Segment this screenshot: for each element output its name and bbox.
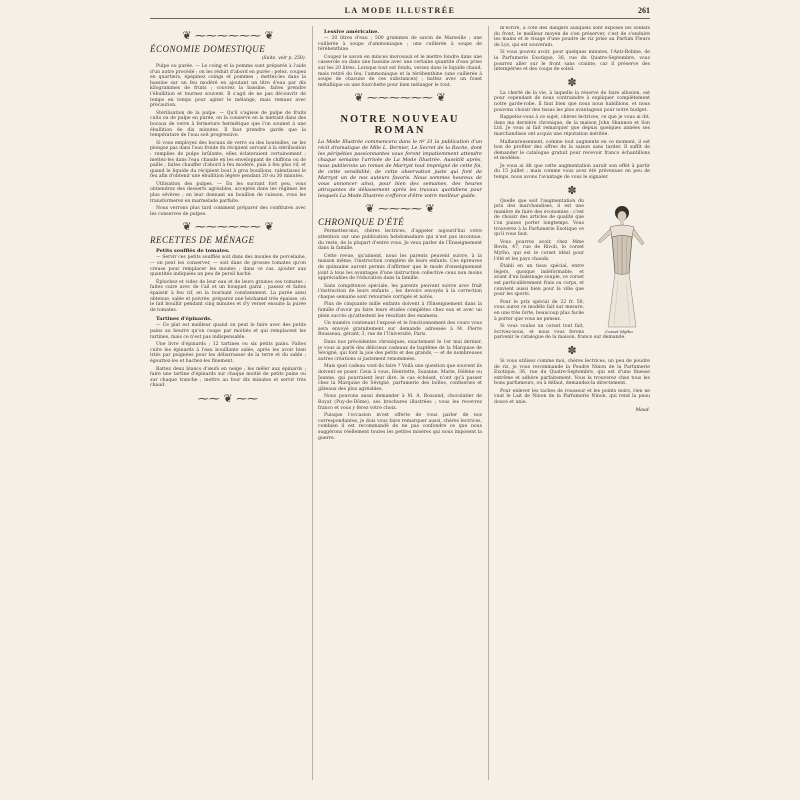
magazine-title: LA MODE ILLUSTRÉE bbox=[344, 6, 456, 15]
paragraph: Nous verrons plus tard comment préparer des confitures avec les conserves de pulpes. bbox=[150, 206, 306, 217]
recipe-title: Tartines d'épinards. bbox=[156, 316, 212, 323]
paragraph: Coupez le savon en minces morceaux et le mettre fondre dans une casserole ou dans une bassine avec une certaine quantité d'eau prise sur les 20 litres. Lorsque tout est fondu, versez dans le liquide chaud, mais retiré du feu, l'ammoniaque et la térébenthine (une cuillerée à soupe de chacune de ces substances) ; battez avec un fouet métallique ou une fourchette pour bien mélanger le tout. bbox=[318, 54, 482, 88]
paragraph: Si vous pouvez avoir, pour quelques minutes, l'Anti-Bobine, de la Parfumerie Exotique, 36, rue du Quatre-Septembre, vous pourrez aller sur le front sans crainte, car il préserve des intempéries et des coups de soleil. bbox=[494, 50, 650, 73]
paragraph: Cette revue, qu'aiment, nous les parents peuvent suivre, à la maison même, l'instruction complète de leurs enfants. Ces épreuves de quinzaine auront permis d'affirmer que le mode d'enseignement joint à tous les avantages d'une instruction collective ceux non moins appréciables de l'éducation dans la famille. bbox=[318, 253, 482, 282]
paragraph: — Ce plat est meilleur quand on peut le faire avec des petits pains au beurre qu'on coupe par moitiés et qui remplacent les tartines, mais ce n'est pas indispensable. bbox=[150, 323, 306, 340]
lead-paragraph: La Mode Illustrée commencera dans le nº 31 la publication d'un récit dramatique de Mlle L. Bernier, Le Secret de la Roche, dont les péripéties passionnantes vous feront impatiemment attendre chaque semaine l'arrivée de La Mode Illustrée. Aussitôt après, nous publierons un roman de Marryst tout imprégné de cette foi, de cette sensibilité, de cette observation juste qui font de Marryst un de nos auteurs favoris. Nous sommes heureux de vous annoncer ainsi, pour bien des semaines, des heures attrayantes de délassement après les travaux quotidiens pour lesquels La Mode Illustrée s'efforce d'être votre meilleur guide. bbox=[318, 139, 482, 200]
ornament-flourish-icon: ❦ ⁓⁓⁓⁓⁓⁓ ❦ bbox=[354, 91, 446, 105]
paragraph: Stérilisation de la pulpe. — Qu'il s'agisse de pulpe de fruits cuits ou de pulpe en purée, on la conserve en la mettant dans des bocaux de verre à fermeture hermétique que l'on soumet à une ébullition de dix minutes. Il faut prendre garde que la température de l'eau soit progressive. bbox=[150, 110, 306, 139]
middle-column bbox=[318, 26, 482, 780]
paragraph: Une livre d'épinards ; 12 tartines ou six petits pains. Faites cuire les épinards à l'eau bouillante salée, après les avoir bien triés par poignées pour les débarrasser de la terre et du sable ; égouttez-les et hachez-les finement. bbox=[150, 342, 306, 364]
paragraph: Malheureusement, comme tout augmente en ce moment, il est bon de profiter des offres de la saison sans tarder. Il suffit de demander le catalogue gratuit pour recevoir franco échantillons et modèles. bbox=[494, 139, 650, 162]
ornament-flourish-icon: ⁓⁓ ❦ ⁓⁓ bbox=[197, 391, 259, 405]
section-heading-recettes: RECETTES DE MÉNAGE bbox=[150, 235, 255, 246]
paragraph: Établi en un tissu spécial, entre légers, quoique indéformable, et avant d'un baleinage souple, ce corset est particulièrement frais ou corps, et convient aussi bien pour la ville que pour les sports. bbox=[494, 264, 584, 298]
paragraph: Puisque l'occasion m'est offerte de vous parler de nos correspondantes, je dois vous faire remarquer aussi, chères lectrices, combien il est recommandé de ne pas confondre ce que nous suggérons réellement toutes les petites misères qui nous imposent la guerre. bbox=[318, 413, 482, 441]
illustration-caption: Corset Mytho bbox=[605, 328, 633, 334]
paragraph: Vous pourrez avoir, chez Mme Bovin, 47, rue de Rivoli, le corset Mytho, qui est le corset idéal pour l'été et les pays chauds. bbox=[494, 239, 584, 262]
signature: Maud. bbox=[635, 407, 650, 413]
paragraph: Utilisation des pulpes. — En les sucrant fort peu, vous obtiendrez des desserts agréables, acceptés dans les régimes les plus sévères ; en leur donnant un bouillon de cuisson, vous les transformerez en marmelade parfaite. bbox=[150, 181, 306, 204]
corset-figure-icon bbox=[588, 201, 650, 331]
paragraph: Plus de cinquante mille enfants doivent à l'Enseignement dans la famille d'avoir pu faire leurs études complètes chez eux et avec un plein succès qu'attestent les résultats des examens. bbox=[318, 302, 482, 319]
column-divider bbox=[312, 26, 313, 780]
paragraph: Rappelez-vous à ce sujet, chères lectrices, ce que je vous ai dit, dans ma dernière chronique, de la maison John Shannon et Son Ltd. Je vous ai fait remarquer que depuis quelques années ses marchandises ont acquis une réputation méritée. bbox=[494, 115, 650, 137]
paragraph: Si vous employez des bocaux de verre ou des bouteilles, ne les plongez pas dans l'eau froide du récipient servant à la stérilisation : remplies de pulpe brûlante, elles éclateraient certainement ; mettez-les dans l'eau chaude en les enveloppant de chiffons ou de paille ; faites chauffer d'abord à feu modéré, puis à feu plus vif, et quand le liquide du récipient bout à gros bouillons, ralentissez le feu afin d'obtenir une ébullition légère pendant 20 ou 30 minutes. bbox=[150, 140, 306, 180]
ornament-flourish-icon: ❦ ⁓⁓⁓⁓⁓⁓ ❦ bbox=[182, 220, 274, 234]
paragraph: Permettez-moi, chères lectrices, d'appeler aujourd'hui votre attention sur une publication hebdomadaire qui n'est pas inconnue, du reste, de la plupart d'entre vous. Je veux parler de l'Enseignement dans la famille. bbox=[318, 229, 482, 252]
paragraph: — 20 litres d'eau ; 500 grammes de savon de Marseille ; une cuillerée à soupe d'ammoniaque ; une cuillerée à soupe de térébenthine. bbox=[318, 36, 482, 53]
paragraph: Mais quel cadeau vont-ils faire ? Voilà une question que souvent ils doivent se poser. Ceux à vous, Henriette, Suzanne, Marie, Hélène ou Jeanne, qui pourraient leur dire, le cas échéant, n'ont qu'à passer chez la Marquise de Sévigné, parfumerie des boîtes, confiseries et gâteaux des plus agréables. bbox=[318, 364, 482, 392]
ornament-flourish-icon: ❦ ⁓⁓⁓⁓ ❦ bbox=[365, 202, 435, 216]
ornament-flourish-icon: ✽ bbox=[567, 343, 577, 357]
paragraph: Épluchez et videz de leur eau et de leurs graines ces tomates ; faites cuire avec de l'ail et un bouquet garni ; passez et faites épaissir à feu vif, en la tournant constamment. La purée ainsi obtenue, salée et poivrée, préparez une béchamel très épaisse, où le fait bouillir pendant cinq minutes et d'y verser ensuite la purée de tomates. bbox=[150, 279, 306, 313]
paragraph: Pour enlever les taches de rousseur et les points noirs, rien ne vaut le Lait de Ninon de la Parfumerie Ninon, qui rend la peau douce et unie. bbox=[494, 388, 650, 406]
paragraph: Si vous utilisez comme moi, chères lectrices, un peu de poudre de riz, je vous recommande la Poudre Ninon de la Parfumerie Exotique, 36, rue du Quatre-Septembre, qui est d'une finesse extrême et adhère parfaitement. Vous la trouverez chez tous les bons parfumeurs, ou à défaut, demandez-la directement. bbox=[494, 358, 650, 387]
paragraph: Quelle que soit l'augmentation du prix des marchandises, il est une manière de faire des économies : c'est de choisir des articles de qualité que l'on puisse porter longtemps. Vous trouverez à la Parfumerie Exotique ce qu'il vous faut. bbox=[494, 198, 584, 238]
paragraph: Pulpe ou purée. — Le coing et la pomme sont préparés à l'aide d'un autre procédé : on les réduit d'abord en purée ; pelez, coupez en quartiers, épépinez coings et pommes ; mettez-les dans la bassine sur un feu modéré en ajoutant un litre d'eau par dix kilogrammes de fruits ; couvrez la bassine, faites prendre l'ébullition et tournez souvent. Il s'agit de ne pas découvrir de temps en temps pour agiter le mélange, mais remuez avec précaution. bbox=[150, 64, 306, 109]
paragraph: — Servir ces petits soufflés soit dans des moules de porcelaine, — on peut les conserver, — soit dans de grosses tomates qu'on creuse pour remplacer les moules ; dans ce cas, ajouter aux quantités indiquées un peu de persil haché. bbox=[150, 255, 306, 278]
paragraph: Nous pouvons aussi demander à M. A. Bossand, chocolatier de Royat (Puy-de-Dôme), ses brochures illustrées ; vous les recevrez franco et vous y ferez votre choix. bbox=[318, 394, 482, 411]
section-heading-economie: ÉCONOMIE DOMESTIQUE bbox=[150, 44, 266, 54]
paragraph: Pour le prix spécial de 22 fr. 50, vous aurez ce modèle fait sur mesure, en une très forte, beaucoup plus facile à porter que vous ne pensez. bbox=[494, 299, 584, 322]
section-heading-chronique: CHRONIQUE D'ÉTÉ bbox=[318, 217, 405, 228]
paragraph: Un numéro contenant l'exposé et le fonctionnement des cours vous sera envoyé gratuitement sur demande adressée à M. Pierre Rousseau, gérant, 3, rue de l'Université, Paris. bbox=[318, 321, 482, 338]
header-rule bbox=[150, 18, 650, 19]
column-divider bbox=[488, 26, 489, 780]
left-column bbox=[150, 26, 306, 780]
paragraph: Si vous voulez un corset tout fait, écrivez-nous, et nous vous ferons parvenir le catalogue de la maison, franco sur demande. bbox=[494, 324, 626, 341]
paragraph: Sans compétence spéciale, les parents peuvent suivre avec fruit l'instruction de leurs enfants ; les devoirs envoyés à la correction chaque semaine sont retournés corrigés et notés. bbox=[318, 283, 482, 300]
paragraph: La cherté de la vie, à laquelle la réserve de faire allusion, est pour cependant de nous contraindre à expliquer complètement notre garde-robe. Il faut bien que nous nous habillions, et nous pouvons choisir des tissus les plus avantageux pour notre budget. bbox=[494, 90, 650, 113]
paragraph: m'écrire, à côté des dangers auxquels sont exposés les soldats du front, le meilleur moyen de s'en préserver, c'est de s'enduire les mains et le visage d'une poudre de riz prise au Parfum Fleurs de Lys, qui est souverain. bbox=[494, 26, 650, 48]
corset-illustration bbox=[588, 201, 650, 334]
ornament-flourish-icon: ✽ bbox=[567, 75, 577, 89]
article-title: Lessive américaine. bbox=[324, 29, 380, 35]
page-number: 261 bbox=[638, 6, 650, 15]
paragraph: Dans nos précédentes chroniques, exactement le 1er mai dernier, je vous ai parlé des délicieux cadeaux de baptême de la Marquise de Sévigné, qui font la joie des petits et des grands, — et de nombreuses autres créations si justement renommées. bbox=[318, 340, 482, 362]
running-head bbox=[0, 0, 800, 20]
paragraph: Battez deux blancs d'œufs en neige ; les mêler aux épinards ; faire une tartine d'épinards sur chaque moitié de petits pains ou sur chaque tranche ; mettre au four dix minutes et servir très chaud. bbox=[150, 366, 306, 389]
section-byline: (Suite, voir p. 250). bbox=[261, 56, 306, 61]
recipe-title: Petits soufflés de tomates. bbox=[156, 248, 230, 255]
ornament-flourish-icon: ✽ bbox=[567, 183, 577, 197]
section-heading-roman: NOTRE NOUVEAU ROMAN bbox=[340, 114, 460, 137]
right-column bbox=[494, 26, 650, 780]
paragraph: Je vous ai dit que cette augmentation aurait son effet à partir du 15 juillet ; mais comme vous avez été prévenues en peu de temps, nous avons l'avantage de vous le signaler. bbox=[494, 163, 650, 181]
ornament-flourish-icon: ❦ ⁓⁓⁓⁓⁓⁓ ❦ bbox=[182, 29, 274, 42]
